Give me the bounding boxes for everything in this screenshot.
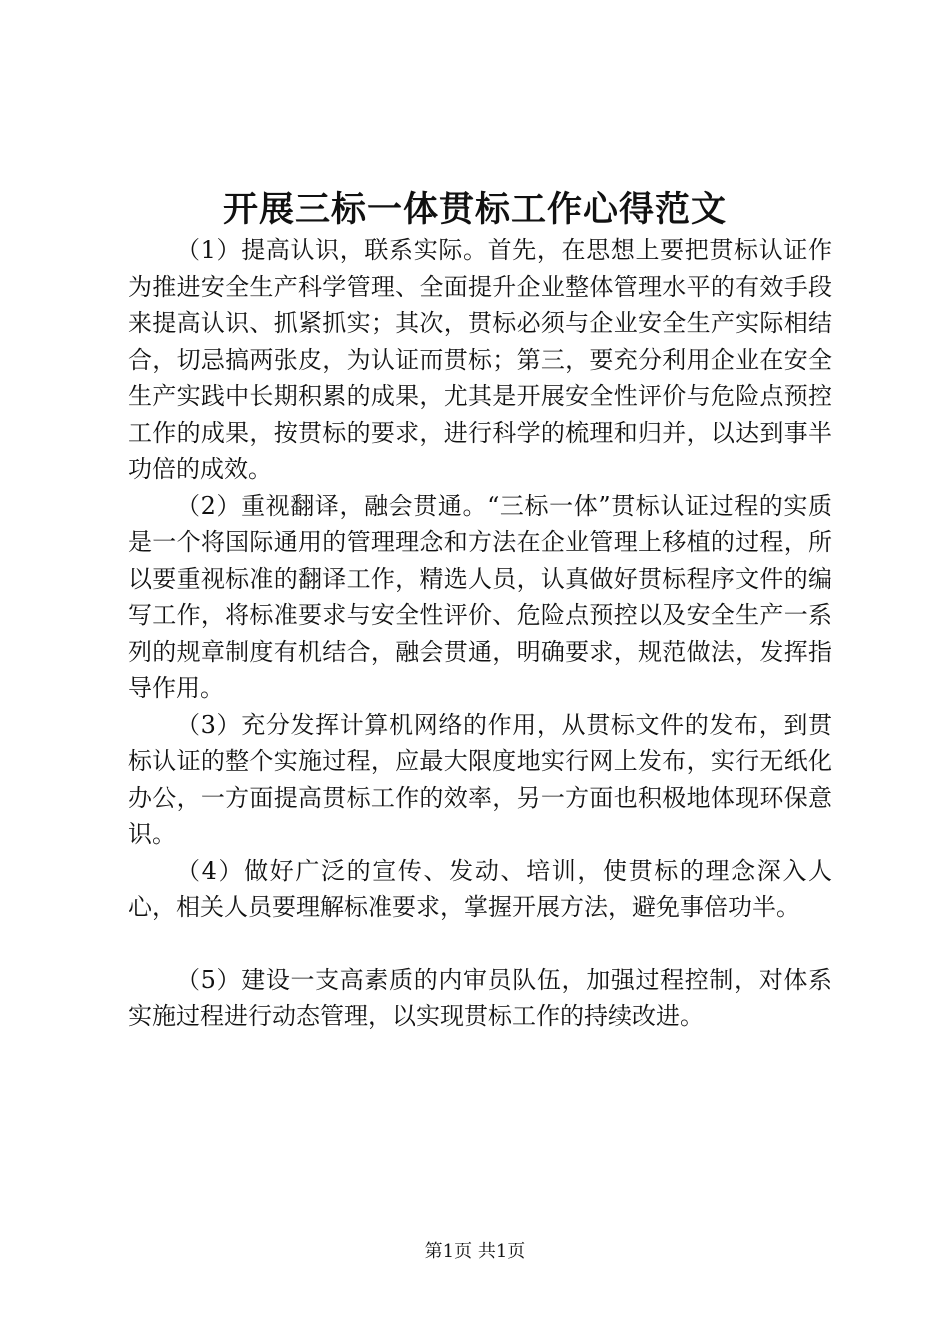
page-footer: 第1页 共1页	[424, 1241, 526, 1262]
paragraph-5: （5）建设一支高素质的内审员队伍，加强过程控制，对体系实施过程进行动态管理，以实现贯标工作的持续改进。	[128, 965, 832, 1030]
paragraph-2: （2）重视翻译，融会贯通。“三标一体”贯标认证过程的实质是一个将国际通用的管理理念和方法在企业管理上移植的过程，所以要重视标准的翻译工作，精选人员，认真做好贯标程序文件的编写工作，将标准要求与安全性评价、危险点预控以及安全生产一系列的规章制度有机结合，融会贯通，明确要求，规范做法，发挥指导作用。	[128, 491, 832, 702]
paragraph-4: （4）做好广泛的宣传、发动、培训，使贯标的理念深入人心，相关人员要理解标准要求，掌握开展方法，避免事倍功半。	[128, 856, 832, 921]
document-body	[128, 232, 832, 1035]
document-title: 开展三标一体贯标工作心得范文	[222, 189, 727, 230]
paragraph-1: （1）提高认识，联系实际。首先，在思想上要把贯标认证作为推进安全生产科学管理、全面提升企业整体管理水平的有效手段来提高认识、抓紧抓实；其次，贯标必须与企业安全生产实际相结合，切忌搞两张皮，为认证而贯标；第三，要充分利用企业在安全生产实践中长期积累的成果，尤其是开展安全性评价与危险点预控工作的成果，按贯标的要求，进行科学的梳理和归并，以达到事半功倍的成效。	[128, 236, 832, 483]
paragraph-3: （3）充分发挥计算机网络的作用，从贯标文件的发布，到贯标认证的整个实施过程，应最大限度地实行网上发布，实行无纸化办公，一方面提高贯标工作的效率，另一方面也积极地体现环保意识。	[128, 710, 832, 848]
